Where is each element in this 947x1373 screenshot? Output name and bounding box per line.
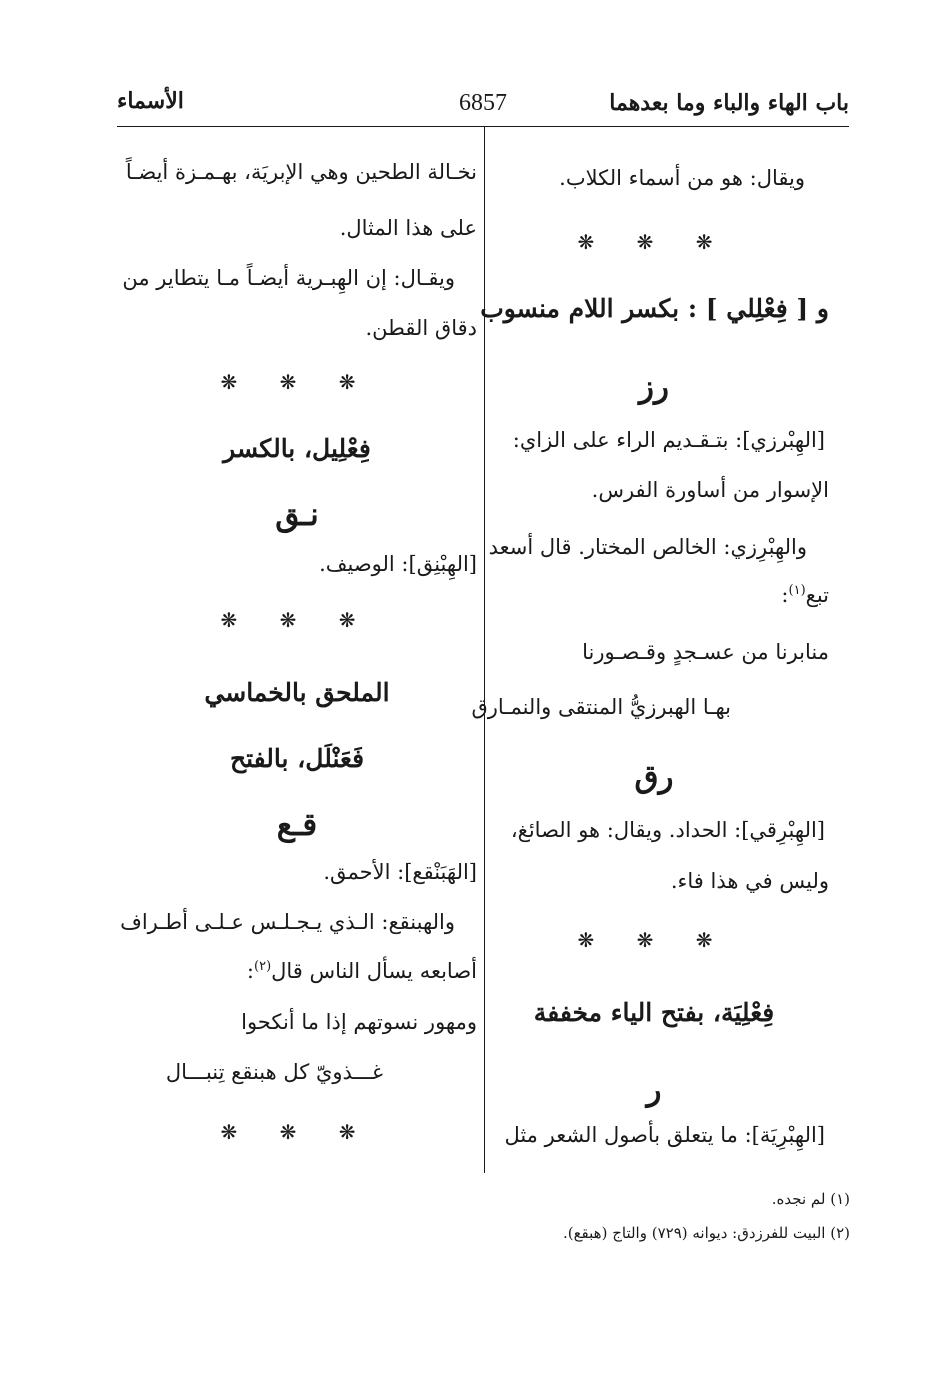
text-line: [الهِبْرِيَة]: ما يتعلق بأصول الشعر مثل bbox=[504, 1123, 825, 1147]
text-line: دقاق القطن. bbox=[365, 316, 477, 340]
footnote-ref: (٢) bbox=[254, 959, 272, 974]
footnote-1: (١) لم نجده. bbox=[771, 1190, 850, 1208]
text-line: ويقال: هو من أسماء الكلاب. bbox=[559, 166, 805, 190]
root-heading: قـع bbox=[276, 807, 318, 843]
text-line: [الهِبْرِقي]: الحداد. ويقال: هو الصائغ، bbox=[510, 818, 825, 842]
text-line: والهبنقع: الـذي يـجـلـس عـلـى أطـراف bbox=[120, 910, 455, 934]
footnote-2: (٢) البيت للفرزدق: ديوانه (٧٢٩) والتاج (هبقع). bbox=[562, 1224, 850, 1242]
section-separator: ❋ ❋ ❋ bbox=[577, 230, 731, 254]
text-line: والهِبْرِزي: الخالص المختار. قال أسعد bbox=[488, 535, 807, 559]
text-line: نخـالة الطحين وهي الإبريَة، بهـمـزة أيضـاً bbox=[125, 160, 477, 184]
section-heading: فَعَنْلَل، بالفتح bbox=[229, 744, 365, 773]
text-fragment: : bbox=[781, 583, 789, 607]
page-number: 6857 bbox=[459, 90, 507, 116]
text-fragment: : bbox=[246, 959, 254, 983]
section-separator: ❋ ❋ ❋ bbox=[220, 1120, 374, 1144]
root-heading: نـق bbox=[275, 497, 319, 533]
text-line: وليس في هذا فاء. bbox=[670, 869, 829, 893]
verse-line: منابرنا من عسـجدٍ وقـصـورنا bbox=[582, 640, 829, 664]
text-line: ويقـال: إن الهِبـرية أيضـاً مـا يتطاير من bbox=[122, 266, 455, 290]
section-heading: الملحق بالخماسي bbox=[204, 678, 390, 707]
text-line: الإسوار من أساورة الفرس. bbox=[591, 478, 829, 502]
section-heading: و [ فِعْلِلي ] : بكسر اللام منسوب bbox=[480, 294, 829, 323]
section-title: الأسماء bbox=[117, 88, 184, 114]
text-line bbox=[781, 584, 829, 606]
text-line: [الهَبَنْقع]: الأحمق. bbox=[323, 860, 477, 884]
verse-line: بهـا الهبرزيُّ المنتقى والنمـارق bbox=[471, 695, 731, 719]
verse-line: غـــذويّ كل هبنقع تِنبـــال bbox=[165, 1060, 383, 1084]
running-header bbox=[117, 84, 849, 124]
text-line: [الهِبْرزي]: بتـقـديم الراء على الزاي: bbox=[512, 428, 825, 452]
root-heading: رق bbox=[634, 759, 674, 795]
root-heading: رز bbox=[639, 369, 669, 405]
text-line bbox=[247, 960, 477, 982]
section-heading: فِعْلِيَة، بفتح الياء مخففة bbox=[533, 998, 775, 1027]
verse-line: ومهور نسوتهم إذا ما أنكحوا bbox=[241, 1010, 477, 1034]
section-separator: ❋ ❋ ❋ bbox=[577, 928, 731, 952]
root-heading: ر bbox=[646, 1072, 662, 1108]
text-line: على هذا المثال. bbox=[339, 216, 477, 240]
section-separator: ❋ ❋ ❋ bbox=[220, 608, 374, 632]
section-separator: ❋ ❋ ❋ bbox=[220, 370, 374, 394]
header-rule bbox=[117, 126, 849, 127]
footnote-ref: (١) bbox=[788, 583, 806, 598]
section-heading: فِعْلِيل، بالكسر bbox=[223, 434, 371, 463]
text-fragment: أصابعه يسأل الناس قال bbox=[271, 959, 477, 983]
text-line: [الهِبْنِق]: الوصيف. bbox=[319, 552, 477, 576]
text-fragment: تبع bbox=[805, 583, 829, 607]
chapter-title: باب الهاء والباء وما بعدهما bbox=[609, 90, 849, 116]
